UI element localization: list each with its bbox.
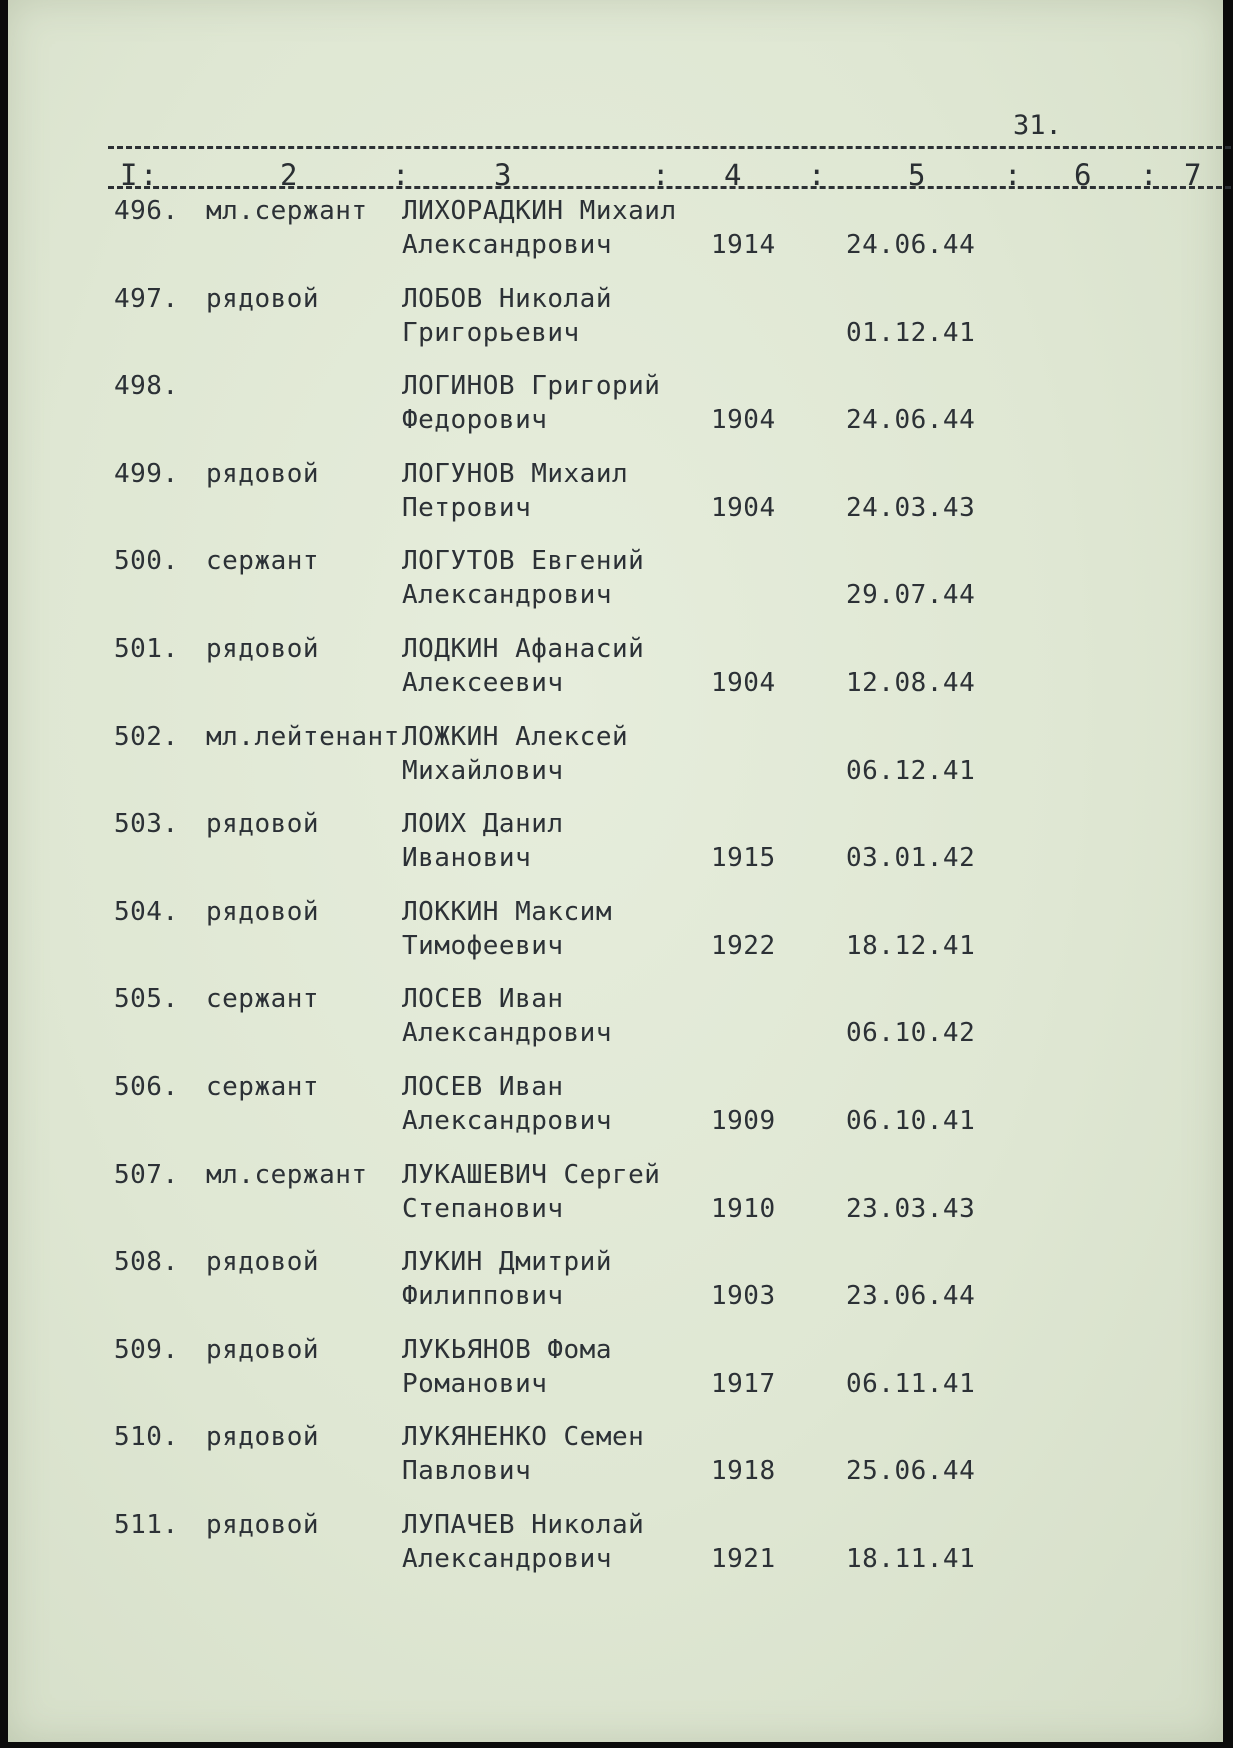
record-number: 502.: [114, 721, 179, 752]
record-patronymic: Александрович: [402, 1106, 612, 1136]
record-rank: мл.сержант: [206, 196, 368, 226]
record-birth-year: 1904: [711, 405, 776, 436]
record-surname-name: ЛОГУНОВ Михаил: [402, 458, 629, 489]
record-row: [8, 1422, 1233, 1510]
record-patronymic: Александрович: [402, 580, 612, 611]
record-rank: мл.сержант: [206, 1159, 368, 1190]
record-patronymic: Романович: [402, 1368, 548, 1399]
record-row: [8, 196, 1233, 284]
record-birth-year: 1921: [711, 1544, 776, 1574]
record-rank: рядовой: [206, 283, 320, 314]
record-rank: мл.лейтенант: [206, 721, 400, 752]
record-surname-name: ЛОГУТОВ Евгений: [402, 546, 645, 577]
record-rank: рядовой: [206, 1422, 320, 1453]
record-rank: сержант: [206, 546, 320, 577]
record-number: 510.: [114, 1422, 179, 1453]
record-date: 06.10.41: [846, 1106, 976, 1136]
record-date: 23.03.43: [846, 1193, 976, 1224]
record-patronymic: Иванович: [402, 843, 532, 874]
column-header-1: I: [120, 158, 138, 192]
record-date: 24.03.43: [846, 492, 976, 523]
record-number: 499.: [114, 458, 179, 489]
record-patronymic: Александрович: [402, 230, 612, 260]
record-birth-year: 1914: [711, 230, 776, 260]
record-row: [8, 1247, 1233, 1335]
record-rank: рядовой: [206, 1510, 320, 1540]
record-row: [8, 371, 1233, 459]
record-birth-year: 1910: [711, 1193, 776, 1224]
record-surname-name: ЛИХОРАДКИН Михаил: [402, 196, 677, 226]
record-number: 506.: [114, 1072, 179, 1102]
record-number: 503.: [114, 809, 179, 840]
record-number: 504.: [114, 896, 179, 927]
column-separator: :: [1004, 158, 1022, 192]
column-separator: :: [652, 158, 670, 192]
header-top-rule: [108, 146, 1231, 149]
column-header-4: 4: [724, 158, 742, 192]
record-date: 24.06.44: [846, 405, 976, 436]
record-birth-year: 1922: [711, 930, 776, 961]
record-date: 18.11.41: [846, 1544, 976, 1574]
record-patronymic: Михайлович: [402, 755, 564, 786]
record-row: [8, 459, 1233, 547]
record-rank: рядовой: [206, 809, 320, 840]
record-date: 18.12.41: [846, 930, 976, 961]
record-surname-name: ЛОСЕВ Иван: [402, 984, 564, 1015]
record-rank: рядовой: [206, 458, 320, 489]
record-number: 501.: [114, 634, 179, 664]
column-separator: :: [808, 158, 826, 192]
record-row: [8, 284, 1233, 372]
record-number: 498.: [114, 371, 179, 402]
record-number: 505.: [114, 984, 179, 1015]
record-number: 507.: [114, 1159, 179, 1190]
document-page: [8, 0, 1223, 1742]
record-birth-year: 1915: [711, 843, 776, 874]
record-birth-year: 1909: [711, 1106, 776, 1136]
header-bottom-rule: [108, 186, 1231, 189]
record-number: 500.: [114, 546, 179, 577]
record-patronymic: Алексеевич: [402, 668, 564, 698]
column-separator: :: [1140, 158, 1158, 192]
record-surname-name: ЛОБОВ Николай: [402, 283, 612, 314]
record-row: [8, 1335, 1233, 1423]
record-date: 29.07.44: [846, 580, 976, 611]
record-rank: рядовой: [206, 634, 320, 664]
record-patronymic: Федорович: [402, 405, 548, 436]
record-rank: сержант: [206, 984, 320, 1015]
record-row: [8, 1072, 1233, 1160]
record-patronymic: Петрович: [402, 492, 532, 523]
record-birth-year: 1903: [711, 1281, 776, 1312]
record-patronymic: Александрович: [402, 1544, 612, 1574]
record-surname-name: ЛОИХ Данил: [402, 809, 564, 840]
record-rank: рядовой: [206, 896, 320, 927]
record-date: 06.10.42: [846, 1018, 976, 1049]
record-number: 509.: [114, 1334, 179, 1365]
record-date: 06.11.41: [846, 1368, 976, 1399]
record-patronymic: Тимофеевич: [402, 930, 564, 961]
record-row: [8, 546, 1233, 634]
record-surname-name: ЛОККИН Максим: [402, 896, 612, 927]
record-surname-name: ЛОСЕВ Иван: [402, 1072, 564, 1102]
record-number: 497.: [114, 283, 179, 314]
record-surname-name: ЛУКЯНЕНКО Семен: [402, 1422, 645, 1453]
record-date: 23.06.44: [846, 1281, 976, 1312]
record-surname-name: ЛОГИНОВ Григорий: [402, 371, 661, 402]
record-patronymic: Филиппович: [402, 1281, 564, 1312]
record-number: 511.: [114, 1510, 179, 1540]
column-header-2: 2: [280, 158, 298, 192]
column-header-3: 3: [494, 158, 512, 192]
column-header-7: 7: [1184, 158, 1202, 192]
record-row: [8, 722, 1233, 810]
record-surname-name: ЛОДКИН Афанасий: [402, 634, 645, 664]
record-surname-name: ЛОЖКИН Алексей: [402, 721, 629, 752]
record-row: [8, 897, 1233, 985]
record-row: [8, 1160, 1233, 1248]
record-surname-name: ЛУКИН Дмитрий: [402, 1247, 612, 1278]
record-date: 01.12.41: [846, 317, 976, 348]
record-birth-year: 1904: [711, 492, 776, 523]
record-number: 496.: [114, 196, 179, 226]
record-date: 03.01.42: [846, 843, 976, 874]
record-row: [8, 809, 1233, 897]
record-patronymic: Александрович: [402, 1018, 612, 1049]
record-patronymic: Степанович: [402, 1193, 564, 1224]
column-separator: :: [140, 158, 158, 192]
column-separator: :: [392, 158, 410, 192]
record-surname-name: ЛУПАЧЕВ Николай: [402, 1510, 645, 1540]
record-rank: рядовой: [206, 1334, 320, 1365]
record-surname-name: ЛУКАШЕВИЧ Сергей: [402, 1159, 661, 1190]
page-number: 31.: [1013, 110, 1062, 141]
column-header-5: 5: [908, 158, 926, 192]
record-date: 12.08.44: [846, 668, 976, 698]
record-patronymic: Павлович: [402, 1456, 532, 1487]
record-number: 508.: [114, 1247, 179, 1278]
record-rank: рядовой: [206, 1247, 320, 1278]
record-surname-name: ЛУКЬЯНОВ Фома: [402, 1334, 612, 1365]
record-row: [8, 634, 1233, 722]
record-date: 24.06.44: [846, 230, 976, 260]
column-header-6: 6: [1074, 158, 1092, 192]
record-rank: сержант: [206, 1072, 320, 1102]
record-birth-year: 1904: [711, 668, 776, 698]
record-date: 25.06.44: [846, 1456, 976, 1487]
record-birth-year: 1918: [711, 1456, 776, 1487]
record-row: [8, 984, 1233, 1072]
record-row: [8, 1510, 1233, 1598]
record-patronymic: Григорьевич: [402, 317, 580, 348]
record-birth-year: 1917: [711, 1368, 776, 1399]
record-date: 06.12.41: [846, 755, 976, 786]
